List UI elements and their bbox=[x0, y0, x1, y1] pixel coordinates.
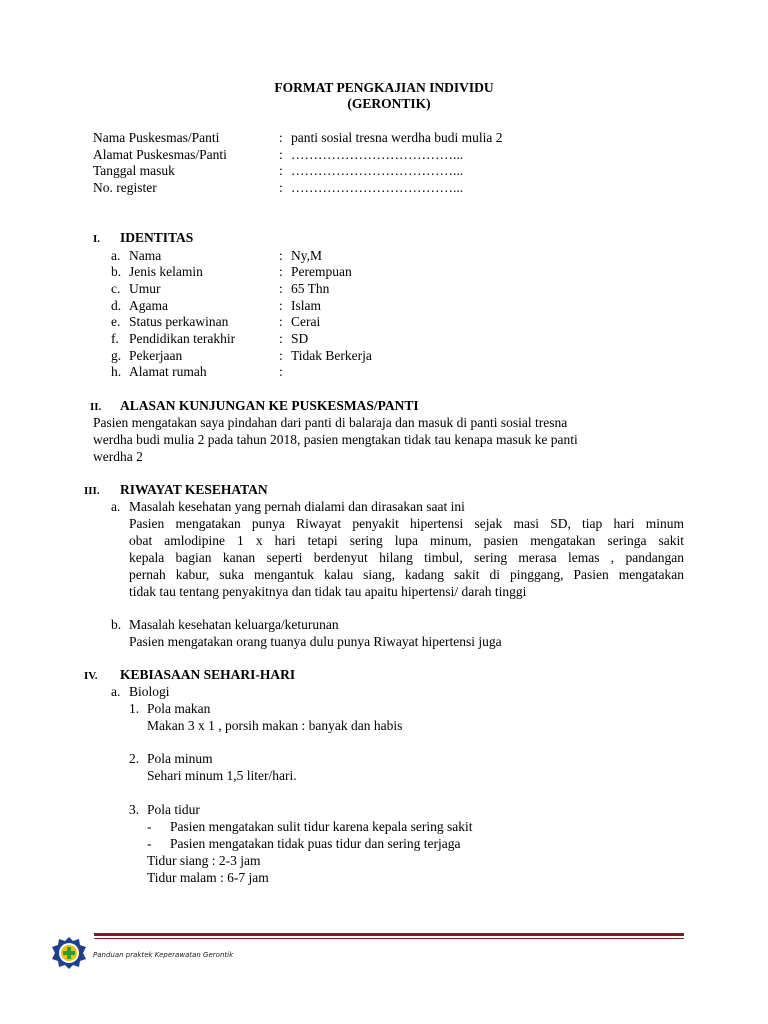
list-number: 1. bbox=[129, 701, 140, 716]
paragraph-line: werdha budi mulia 2 pada tahun 2018, pasien mengtakan tidak tau kenapa masuk ke panti bbox=[93, 432, 578, 447]
document-subtitle: (GERONTIK) bbox=[347, 96, 431, 111]
item-title: Pola minum bbox=[147, 751, 213, 766]
list-letter: f. bbox=[111, 331, 119, 346]
paragraph-line: Pasien mengatakan punya Riwayat penyakit hipertensi sejak masi SD, tiap hari minum bbox=[129, 516, 684, 531]
footer-rule-thick bbox=[94, 933, 684, 936]
section-heading-identitas: IDENTITAS bbox=[120, 230, 194, 245]
field-label-nama-puskesmas: Nama Puskesmas/Panti bbox=[93, 130, 220, 145]
paragraph-line: Pasien mengatakan orang tuanya dulu punya Riwayat hipertensi juga bbox=[129, 634, 502, 649]
section-number: IV. bbox=[84, 670, 98, 682]
identitas-label: Pendidikan terakhir bbox=[129, 331, 236, 346]
identitas-label: Agama bbox=[129, 298, 168, 313]
list-letter: b. bbox=[111, 264, 122, 279]
colon: : bbox=[279, 298, 283, 313]
list-letter: h. bbox=[111, 364, 122, 379]
field-value-alamat-puskesmas: ………………………………... bbox=[291, 147, 464, 162]
list-letter: a. bbox=[111, 499, 121, 514]
section-number: II. bbox=[90, 401, 102, 413]
identitas-value: 65 Thn bbox=[291, 281, 330, 296]
field-value-tanggal-masuk: ………………………………... bbox=[291, 163, 464, 178]
identitas-label: Nama bbox=[129, 248, 162, 263]
colon: : bbox=[279, 314, 283, 329]
section-heading-alasan-kunjungan: ALASAN KUNJUNGAN KE PUSKESMAS/PANTI bbox=[120, 398, 419, 413]
item-title: Pola makan bbox=[147, 701, 211, 716]
list-letter: c. bbox=[111, 281, 121, 296]
bullet: - bbox=[147, 836, 152, 851]
section-number: I. bbox=[93, 233, 101, 245]
subsection-title: Biologi bbox=[129, 684, 170, 699]
identitas-label: Status perkawinan bbox=[129, 314, 229, 329]
identitas-label: Umur bbox=[129, 281, 161, 296]
item-text: Sehari minum 1,5 liter/hari. bbox=[147, 768, 297, 783]
item-text: Makan 3 x 1 , porsih makan : banyak dan habis bbox=[147, 718, 403, 733]
institution-logo-icon bbox=[50, 936, 88, 970]
bullet: - bbox=[147, 819, 152, 834]
paragraph-line: pernah kabur, suka mengantuk kalau siang, kadang sakit di pinggang, Pasien mengatakan bbox=[129, 567, 684, 582]
item-text: Tidur siang : 2-3 jam bbox=[147, 853, 261, 868]
footer-rule-thin bbox=[94, 938, 684, 939]
identitas-label: Pekerjaan bbox=[129, 348, 183, 363]
field-label-no-register: No. register bbox=[93, 180, 157, 195]
colon: : bbox=[279, 264, 283, 279]
identitas-value: Islam bbox=[291, 298, 321, 313]
list-number: 3. bbox=[129, 802, 140, 817]
paragraph-line: kepala bagian kanan seperti berdenyut hilang timbul, sering merasa lemas , pandangan bbox=[129, 550, 684, 565]
paragraph-line: tidak tau tentang penyakitnya dan tidak tau apaitu hipertensi/ darah tinggi bbox=[129, 584, 527, 599]
footer-caption: Panduan praktek Keperawatan Gerontik bbox=[93, 951, 234, 959]
section-number: III. bbox=[84, 485, 100, 497]
section-heading-riwayat-kesehatan: RIWAYAT KESEHATAN bbox=[120, 482, 268, 497]
colon: : bbox=[279, 281, 283, 296]
identitas-label: Alamat rumah bbox=[129, 364, 207, 379]
list-letter: g. bbox=[111, 348, 122, 363]
list-letter: e. bbox=[111, 314, 121, 329]
paragraph-line: Pasien mengatakan saya pindahan dari panti di balaraja dan masuk di panti sosial tresna bbox=[93, 415, 568, 430]
list-letter: d. bbox=[111, 298, 122, 313]
identitas-value: Ny,M bbox=[291, 248, 323, 263]
colon: : bbox=[279, 364, 283, 379]
identitas-value: Cerai bbox=[291, 314, 321, 329]
colon: : bbox=[279, 248, 283, 263]
identitas-label: Jenis kelamin bbox=[129, 264, 203, 279]
colon: : bbox=[279, 130, 283, 145]
bullet-text: Pasien mengatakan tidak puas tidur dan sering terjaga bbox=[170, 836, 461, 851]
identitas-value: Perempuan bbox=[291, 264, 352, 279]
field-value-no-register: ………………………………... bbox=[291, 180, 464, 195]
colon: : bbox=[279, 180, 283, 195]
list-letter: b. bbox=[111, 617, 122, 632]
identitas-value: Tidak Berkerja bbox=[291, 348, 372, 363]
field-label-tanggal-masuk: Tanggal masuk bbox=[93, 163, 175, 178]
paragraph-line: obat amlodipine 1 x hari tetapi sering lupa minum, pasien mengatakan seringa sakit bbox=[129, 533, 684, 548]
item-text: Tidur malam : 6-7 jam bbox=[147, 870, 269, 885]
subsection-title: Masalah kesehatan keluarga/keturunan bbox=[129, 617, 339, 632]
section-heading-kebiasaan: KEBIASAAN SEHARI-HARI bbox=[120, 667, 296, 682]
list-letter: a. bbox=[111, 248, 121, 263]
list-number: 2. bbox=[129, 751, 140, 766]
colon: : bbox=[279, 147, 283, 162]
list-letter: a. bbox=[111, 684, 121, 699]
item-title: Pola tidur bbox=[147, 802, 200, 817]
subsection-title: Masalah kesehatan yang pernah dialami dan dirasakan saat ini bbox=[129, 499, 465, 514]
document-title: FORMAT PENGKAJIAN INDIVIDU bbox=[274, 80, 494, 95]
colon: : bbox=[279, 331, 283, 346]
identitas-value: SD bbox=[291, 331, 309, 346]
colon: : bbox=[279, 348, 283, 363]
bullet-text: Pasien mengatakan sulit tidur karena kepala sering sakit bbox=[170, 819, 473, 834]
field-label-alamat-puskesmas: Alamat Puskesmas/Panti bbox=[93, 147, 227, 162]
field-value-nama-puskesmas: panti sosial tresna werdha budi mulia 2 bbox=[291, 130, 503, 145]
colon: : bbox=[279, 163, 283, 178]
paragraph-line: werdha 2 bbox=[93, 449, 143, 464]
